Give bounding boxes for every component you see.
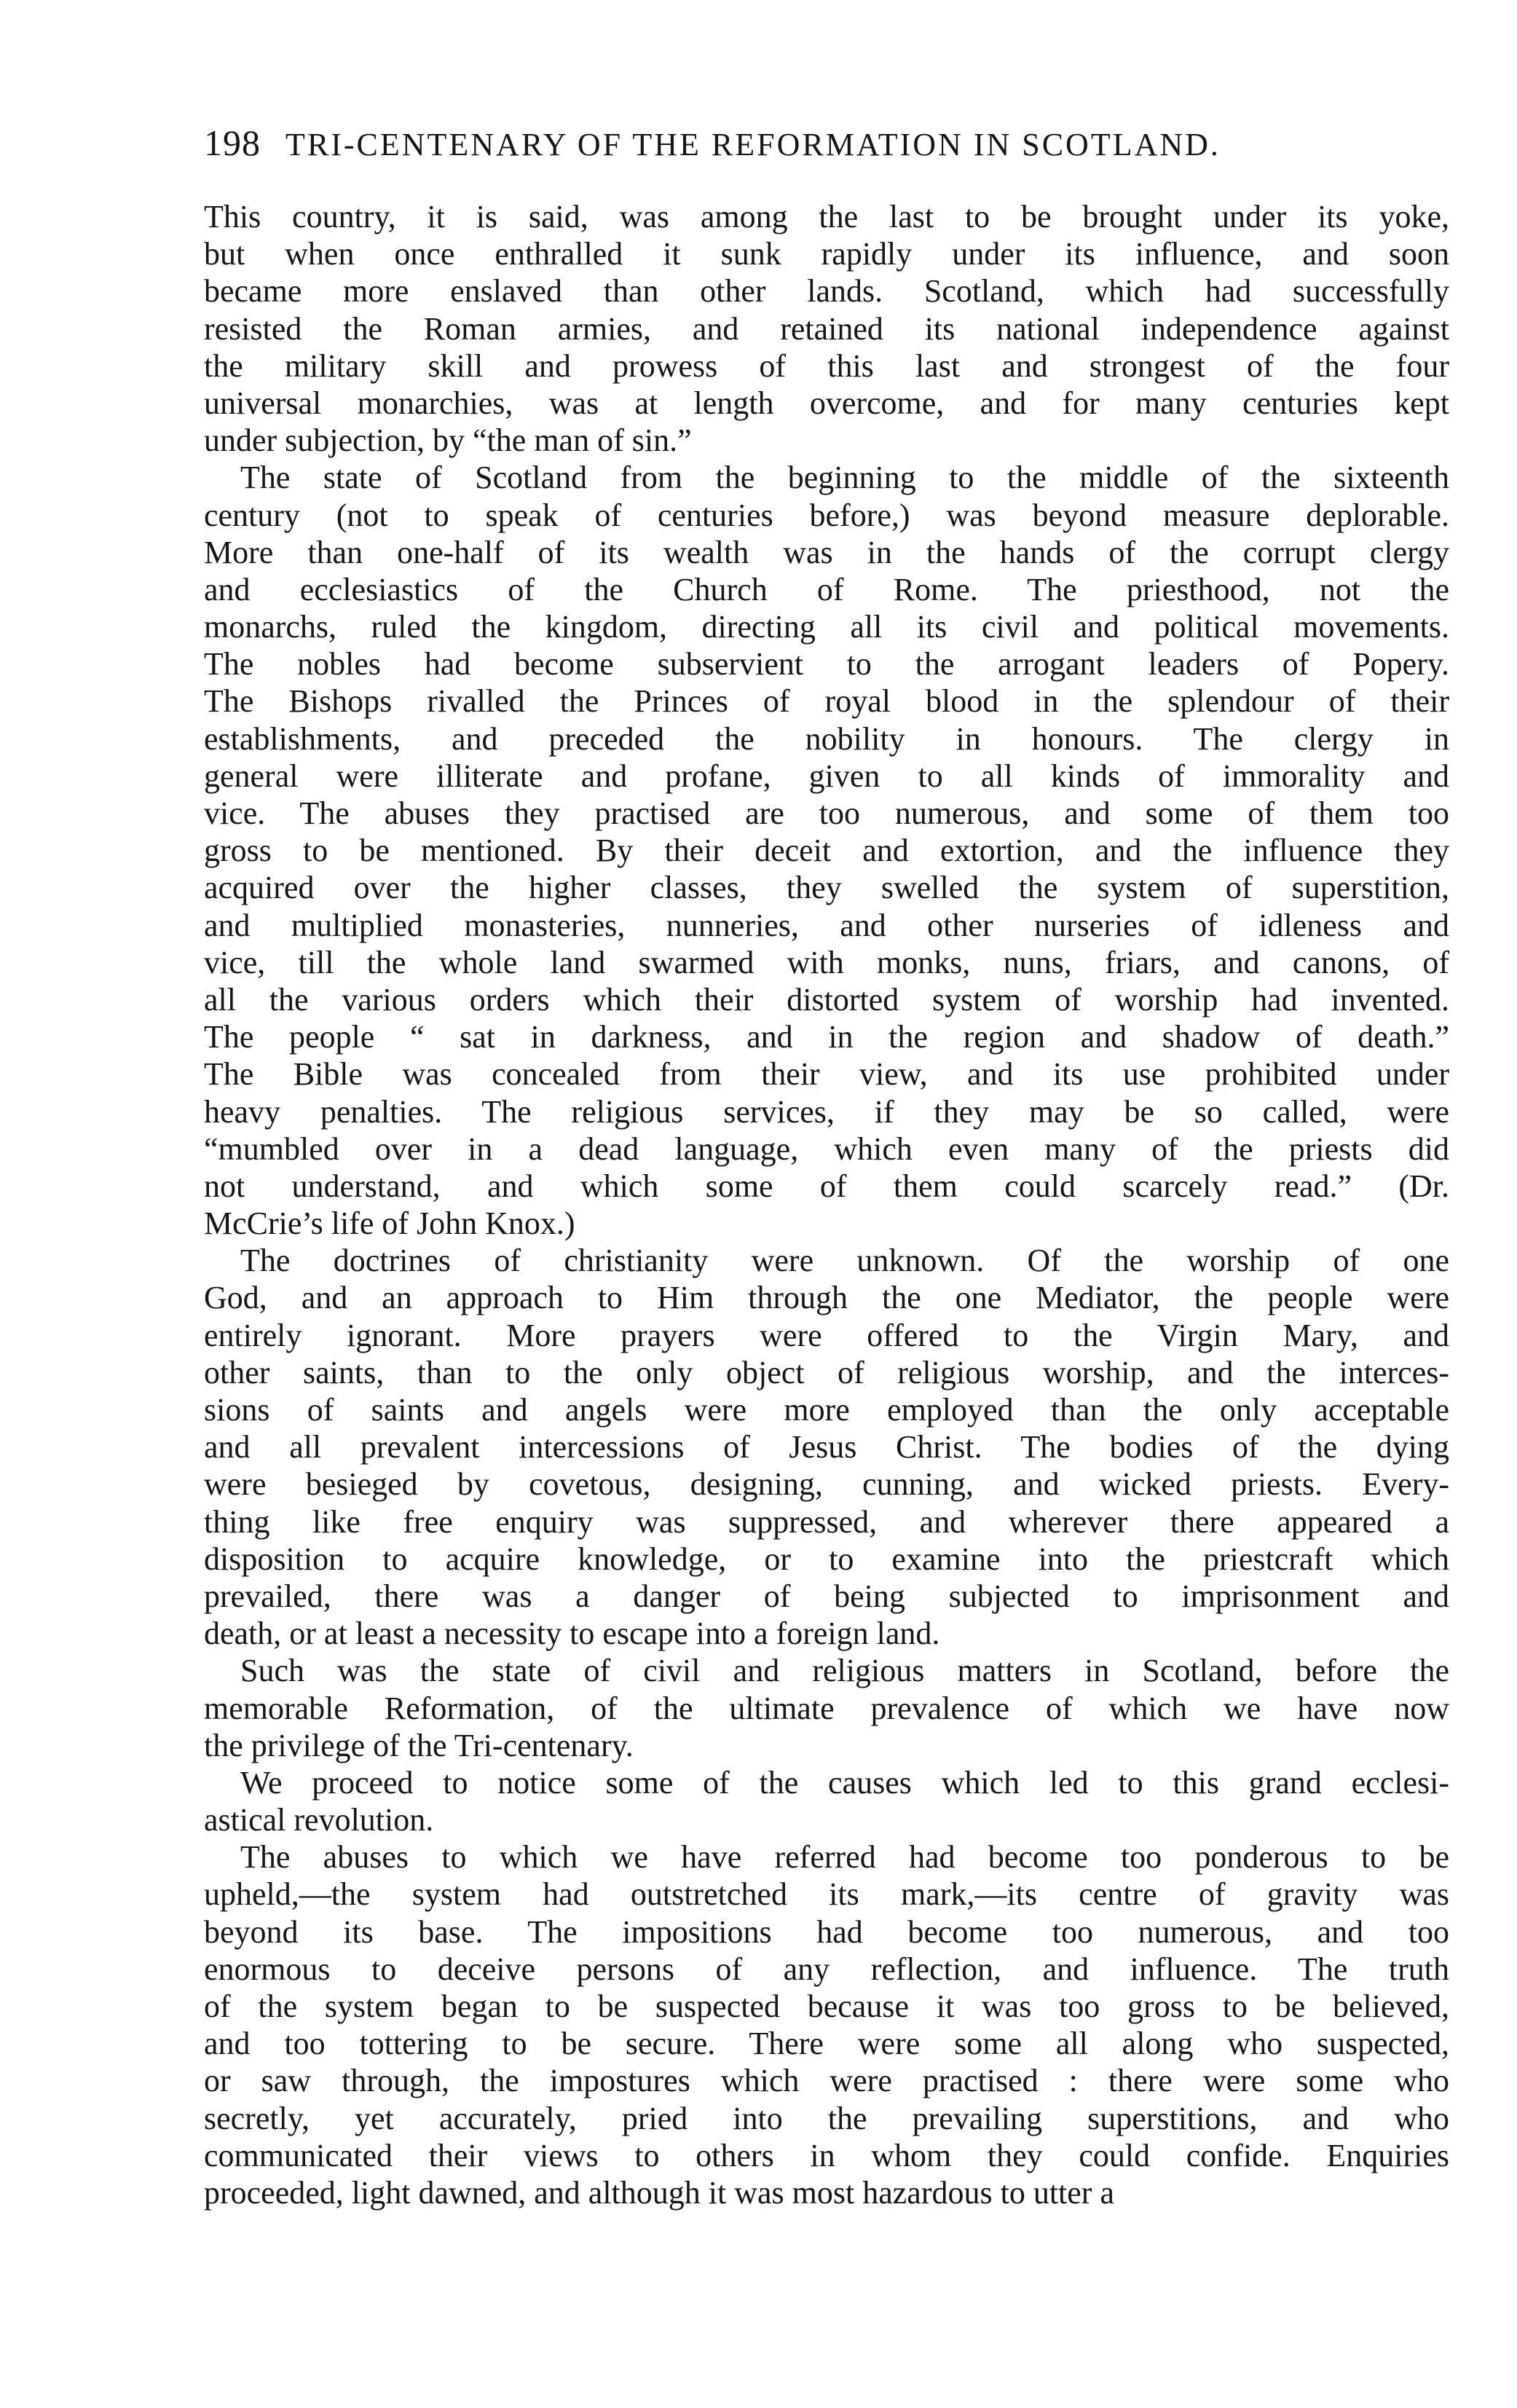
text-line: The abuses to which we have referred had become too ponderous to be: [240, 1839, 1449, 1876]
text-line: of the system began to be suspected because it was too gross to be believed,: [204, 1988, 1449, 2024]
text-line: thing like free enquiry was suppressed, and wherever there appeared a: [204, 1503, 1449, 1540]
text-line: gross to be mentioned. By their deceit and extortion, and the influence they: [204, 833, 1449, 869]
text-line: were besieged by covetous, designing, cunning, and wicked priests. Every-: [204, 1466, 1449, 1503]
text-line: The Bishops rivalled the Princes of royal blood in the splendour of their: [204, 683, 1449, 720]
paragraph: [204, 459, 1449, 1242]
text-line: The state of Scotland from the beginning to the middle of the sixteenth: [240, 460, 1449, 496]
text-line: monarchs, ruled the kingdom, directing all its civil and political movements.: [204, 609, 1449, 645]
paragraph: [204, 1652, 1449, 1764]
text-line: memorable Reformation, of the ultimate prevalence of which we have now: [204, 1690, 1449, 1726]
text-line: prevailed, there was a danger of being subjected to imprisonment and: [204, 1578, 1449, 1614]
text-line: other saints, than to the only object of religious worship, and the interces-: [204, 1354, 1449, 1390]
text-line: vice. The abuses they practised are too numerous, and some of them too: [204, 795, 1449, 831]
text-line: heavy penalties. The religious services, if they may be so called, were: [204, 1093, 1449, 1130]
text-line: The Bible was concealed from their view, and its use prohibited under: [204, 1056, 1449, 1093]
text-line: We proceed to notice some of the causes which led to this grand ecclesi-: [240, 1764, 1449, 1801]
text-line: acquired over the higher classes, they swelled the system of superstition,: [204, 870, 1449, 906]
text-line: disposition to acquire knowledge, or to examine into the priestcraft which: [204, 1541, 1449, 1577]
page-number: 198: [204, 122, 261, 163]
text-line: and ecclesiastics of the Church of Rome. The priesthood, not the: [204, 571, 1449, 607]
text-line: or saw through, the impostures which were practised : there were some who: [204, 2063, 1449, 2099]
text-line: beyond its base. The impositions had become too numerous, and too: [204, 1913, 1449, 1950]
text-line: not understand, and which some of them could scarcely read.” (Dr.: [204, 1168, 1449, 1204]
paragraph: [204, 1838, 1449, 2211]
text-line: The people “ sat in darkness, and in the region and shadow of death.”: [204, 1019, 1449, 1055]
text-line: all the various orders which their distorted system of worship had invented.: [204, 981, 1449, 1018]
text-line: and all prevalent intercessions of Jesus Christ. The bodies of the dying: [204, 1429, 1449, 1465]
text-line: became more enslaved than other lands. Scotland, which had successfully: [204, 273, 1449, 310]
paragraph: [204, 198, 1449, 459]
text-line: secretly, yet accurately, pried into the prevailing superstitions, and who: [204, 2100, 1449, 2136]
paragraph: [204, 1764, 1449, 1838]
text-line: enormous to deceive persons of any reflection, and influence. The truth: [204, 1951, 1449, 1987]
text-line: More than one-half of its wealth was in the hands of the corrupt clergy: [204, 534, 1449, 570]
text-line: The doctrines of christianity were unknown. Of the worship of one: [240, 1243, 1449, 1279]
text-line: death, or at least a necessity to escape into a foreign land.: [204, 1616, 940, 1652]
text-line: vice, till the whole land swarmed with monks, nuns, friars, and canons, of: [204, 944, 1449, 980]
text-line: but when once enthralled it sunk rapidly under its influence, and soon: [204, 236, 1449, 272]
text-line: resisted the Roman armies, and retained its national independence against: [204, 310, 1449, 347]
text-line: This country, it is said, was among the last to be brought under its yoke,: [204, 199, 1449, 235]
text-line: century (not to speak of centuries before,) was beyond measure deplorable.: [204, 497, 1449, 533]
text-line: astical revolution.: [204, 1802, 434, 1838]
text-line: universal monarchies, was at length overcome, and for many centuries kept: [204, 385, 1449, 421]
text-line: general were illiterate and profane, given to all kinds of immorality and: [204, 758, 1449, 794]
text-line: under subjection, by “the man of sin.”: [204, 422, 692, 459]
text-line: establishments, and preceded the nobility in honours. The clergy in: [204, 720, 1449, 757]
text-line: the military skill and prowess of this last and strongest of the four: [204, 347, 1449, 384]
running-title: TRI-CENTENARY OF THE REFORMATION IN SCOTLAND.: [285, 127, 1221, 162]
text-line: communicated their views to others in whom they could confide. Enquiries: [204, 2137, 1449, 2173]
body-text: [204, 198, 1449, 2211]
text-line: proceeded, light dawned, and although it was most hazardous to utter a: [204, 2174, 1114, 2211]
text-line: and multiplied monasteries, nunneries, and other nurseries of idleness and: [204, 907, 1449, 943]
text-line: God, and an approach to Him through the one Mediator, the people were: [204, 1280, 1449, 1316]
text-line: upheld,—the system had outstretched its mark,—its centre of gravity was: [204, 1876, 1449, 1913]
text-line: The nobles had become subservient to the arrogant leaders of Popery.: [204, 646, 1449, 682]
paragraph: [204, 1242, 1449, 1652]
text-line: the privilege of the Tri-centenary.: [204, 1727, 634, 1763]
text-line: sions of saints and angels were more employed than the only acceptable: [204, 1392, 1449, 1428]
text-line: and too tottering to be secure. There were some all along who suspected,: [204, 2026, 1449, 2062]
text-line: McCrie’s life of John Knox.): [204, 1205, 575, 1242]
text-line: “mumbled over in a dead language, which even many of the priests did: [204, 1130, 1449, 1167]
running-header: [204, 122, 1333, 165]
text-line: entirely ignorant. More prayers were offered to the Virgin Mary, and: [204, 1317, 1449, 1353]
text-line: Such was the state of civil and religious matters in Scotland, before the: [240, 1653, 1449, 1689]
